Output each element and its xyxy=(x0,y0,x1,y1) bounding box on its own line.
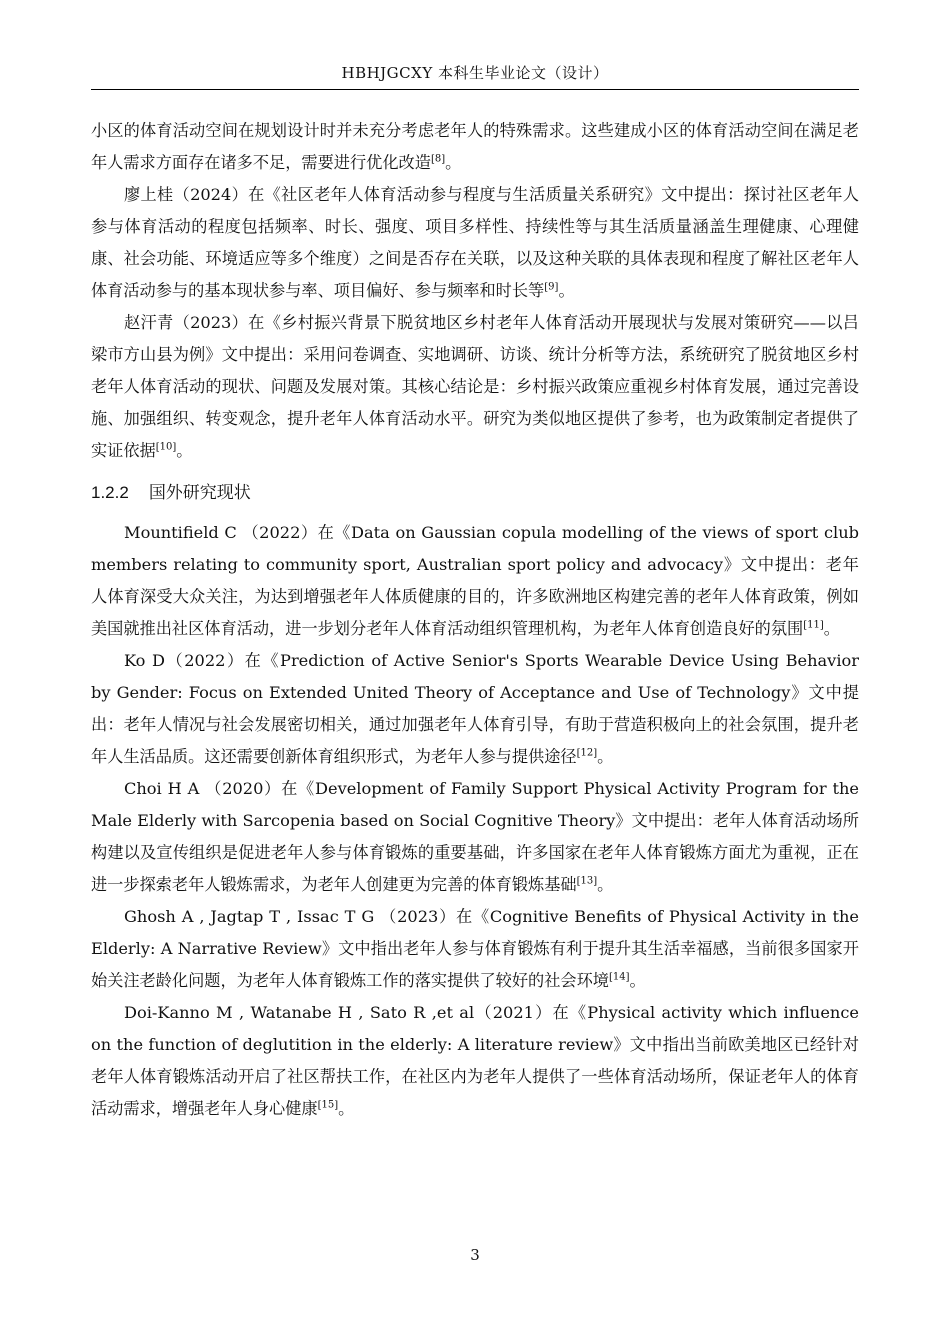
page-number: 3 xyxy=(470,1246,480,1264)
paragraph-text: Choi H A （2020）在《Development of Family Support Physical Activity Program for the Male Elderly with Sarcopenia based on Social Cognitive Theory》文中提出：老年人体育活动场所构建以及宣传组织是促进老年人参与体育锻炼的重要基础，许多国家在老年人体育锻炼方面尤为重视，正在进一步探索老年人锻炼需求，为老年人创建更为完善的体育锻炼基础 xyxy=(91,779,859,894)
paragraph-end: 。 xyxy=(176,441,193,460)
citation-ref: [ $^9$ ] xyxy=(544,282,558,293)
paragraph-end: 。 xyxy=(823,619,840,638)
paragraph-text: 赵汗青（2023）在《乡村振兴背景下脱贫地区乡村老年人体育活动开展现状与发展对策研究——以吕梁市方山县为例》文中提出：采用问卷调查、实地调研、访谈、统计分析等方法，系统研究了脱贫地区乡村老年人体育活动的现状、问题及发展对策。其核心结论是：乡村振兴政策应重视乡村体育发展，通过完善设施、加强组织、转变观念，提升老年人体育活动水平。研究为类似地区提供了参考，也为政策制定者提供了实证依据 xyxy=(91,313,859,460)
paragraph-mountifield xyxy=(91,517,859,645)
paragraph-end: 。 xyxy=(445,153,462,172)
paragraph-liao xyxy=(91,179,859,307)
paragraph-text: Mountifield C （2022）在《Data on Gaussian copula modelling of the views of sport club members relating to community sport, Australian sport policy and advocacy》文中提出：老年人体育深受大众关注，为达到增强老年人体质健康的目的，许多欧洲地区构建完善的老年人体育政策，例如美国就推出社区体育活动，进一步划分老年人体育活动组织管理机构，为老年人体育创造良好的氛围 xyxy=(91,523,859,638)
paragraph-end: 。 xyxy=(597,875,614,894)
paragraph-zhao xyxy=(91,307,859,467)
paragraph-ghosh xyxy=(91,901,859,997)
paragraph-end: 。 xyxy=(597,747,614,766)
paragraph-text: Ko D（2022）在《Prediction of Active Senior's Sports Wearable Device Using Behavior by Gender: Focus on Extended United Theory of Acceptance and Use of Technology》文中提出：老年人情况与社会发展密切相关，通过加强老年人体育引导，有助于营造积极向上的社会氛围，提升老年人生活品质。这还需要创新体育组织形式，为老年人参与提供途径 xyxy=(91,651,859,766)
citation-ref: [ $^{14}$ ] xyxy=(609,972,630,983)
citation-ref: [ $^{12}$ ] xyxy=(577,748,598,759)
paragraph-text: 小区的体育活动空间在规划设计时并未充分考虑老年人的特殊需求。这些建成小区的体育活动空间在满足老年人需求方面存在诸多不足，需要进行优化改造 xyxy=(91,121,859,172)
section-heading xyxy=(91,479,859,507)
paragraph-end: 。 xyxy=(338,1099,355,1118)
citation-ref: [ $^{10}$ ] xyxy=(156,442,177,453)
citation-ref: [ $^8$ ] xyxy=(431,154,445,165)
paragraph-continuation xyxy=(91,115,859,179)
paragraph-text: Doi-Kanno M , Watanabe H , Sato R ,et al（2021）在《Physical activity which influence on the function of deglutition in the elderly: A literature review》文中指出当前欧美地区已经针对老年人体育锻炼活动开启了社区帮扶工作，在社区内为老年人提供了一些体育活动场所，保证老年人的体育活动需求，增强老年人身心健康 xyxy=(91,1003,859,1118)
paragraph-end: 。 xyxy=(558,281,575,300)
citation-ref: [ $^{13}$ ] xyxy=(577,876,598,887)
citation-ref: [ $^{15}$ ] xyxy=(318,1100,339,1111)
paragraph-text: Ghosh A , Jagtap T , Issac T G （2023）在《Cognitive Benefits of Physical Activity in the Elderly: A Narrative Review》文中指出老年人参与体育锻炼有利于提升其生活幸福感，当前很多国家开始关注老龄化问题，为老年人体育锻炼工作的落实提供了较好的社会环境 xyxy=(91,907,859,990)
paragraph-choi xyxy=(91,773,859,901)
running-header: HBHJGCXY 本科生毕业论文（设计） xyxy=(341,64,609,82)
paragraph-text: 廖上桂（2024）在《社区老年人体育活动参与程度与生活质量关系研究》文中提出：探讨社区老年人参与体育活动的程度包括频率、时长、强度、项目多样性、持续性等与其生活质量涵盖生理健康、心理健康、社会功能、环境适应等多个维度）之间是否存在关联，以及这种关联的具体表现和程度了解社区老年人体育活动参与的基本现状参与率、项目偏好、参与频率和时长等 xyxy=(91,185,859,300)
section-title: 国外研究现状 xyxy=(148,483,251,503)
header-rule xyxy=(91,89,859,90)
paragraph-end: 。 xyxy=(629,971,646,990)
paragraph-ko xyxy=(91,645,859,773)
citation-ref: [ $^{11}$ ] xyxy=(803,620,824,631)
body-text xyxy=(91,115,859,1125)
paragraph-doi-kanno xyxy=(91,997,859,1125)
section-number: 1.2.2 xyxy=(91,483,129,502)
